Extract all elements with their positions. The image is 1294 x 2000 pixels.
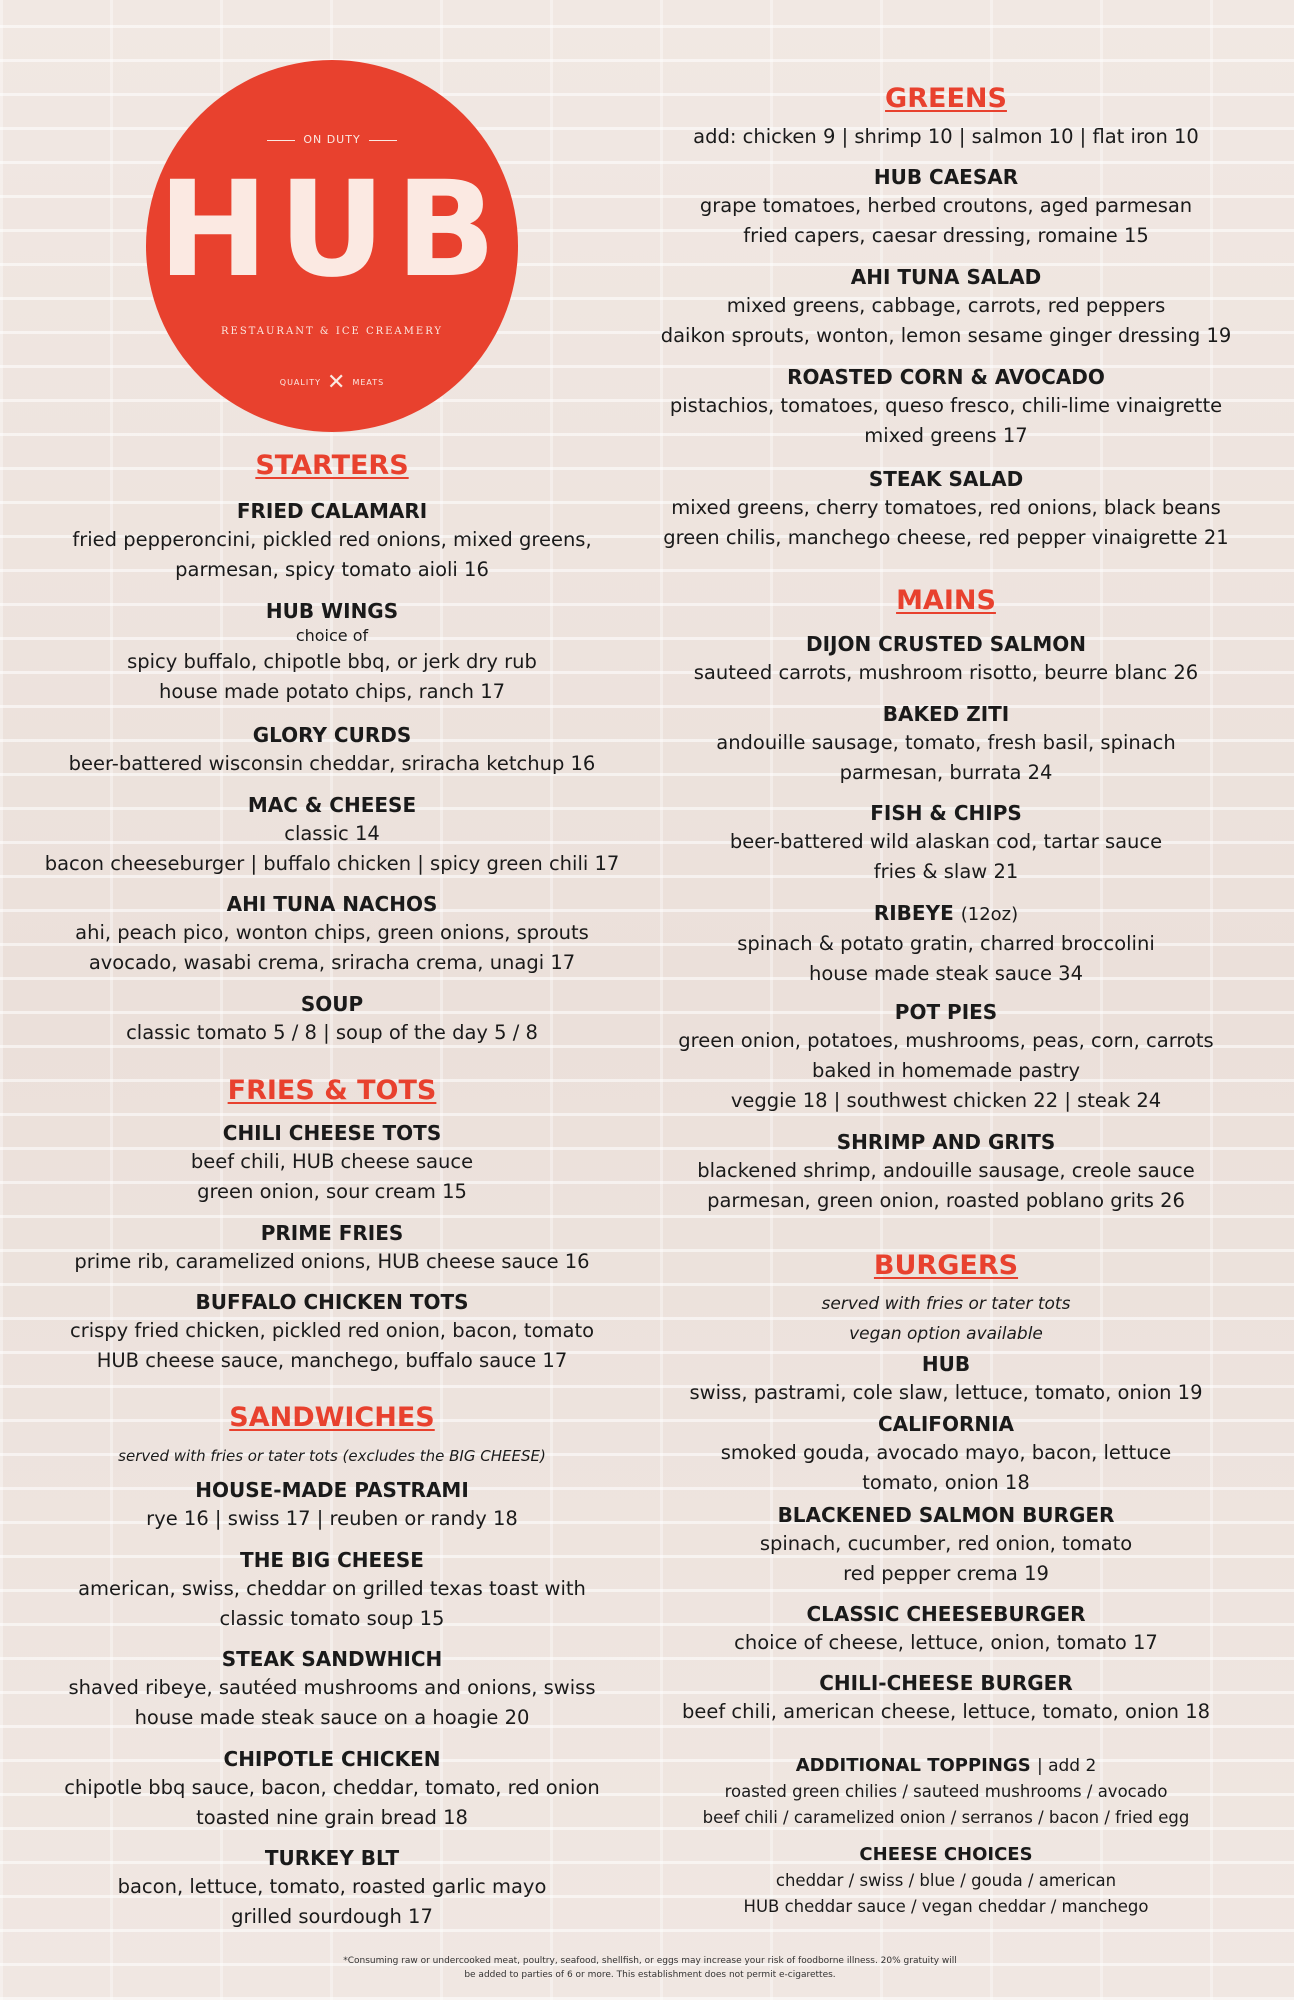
item-desc: beef chili, HUB cheese sauce: [190, 1150, 474, 1173]
item-desc: swiss, pastrami, cole slaw, lettuce, tomato, onion 19: [689, 1381, 1203, 1404]
item-desc: fried capers, caesar dressing, romaine 15: [743, 224, 1149, 247]
menu-item: [640, 263, 1252, 351]
item-desc: red pepper crema 19: [843, 1562, 1049, 1585]
section-note: served with fries or tater tots: [821, 1294, 1071, 1314]
menu-item: [640, 1600, 1252, 1658]
item-desc: blackened shrimp, andouille sausage, creole sauce: [697, 1159, 1195, 1182]
item-name: HOUSE-MADE PASTRAMI: [195, 1478, 469, 1502]
item-name: BUFFALO CHICKEN TOTS: [195, 1290, 469, 1314]
section-title-fries-tots: FRIES & TOTS: [227, 1075, 437, 1106]
item-name: POT PIES: [894, 1000, 998, 1024]
item-desc: parmesan, burrata 24: [839, 761, 1053, 784]
menu-item: [18, 1219, 646, 1277]
item-name: CLASSIC CHEESEBURGER: [806, 1602, 1086, 1626]
item-desc: shaved ribeye, sautéed mushrooms and onions, swiss: [68, 1676, 596, 1699]
item-name: CHIPOTLE CHICKEN: [223, 1747, 441, 1771]
item-desc: ahi, peach pico, wonton chips, green onions, sprouts: [75, 921, 589, 944]
item-desc: spicy buffalo, chipotle bbq, or jerk dry rub: [127, 650, 537, 673]
menu-item: [18, 1476, 646, 1534]
item-name: SHRIMP AND GRITS: [836, 1130, 1056, 1154]
menu-item: [18, 597, 646, 707]
item-name: STEAK SANDWHICH: [221, 1647, 443, 1671]
menu-item: [640, 1410, 1252, 1498]
item-desc: smoked gouda, avocado mayo, bacon, lettuce: [720, 1441, 1172, 1464]
item-name: CHILI CHEESE TOTS: [222, 1121, 442, 1145]
item-size: (12oz): [960, 904, 1019, 925]
item-name: HUB WINGS: [265, 599, 399, 623]
item-desc: bacon, lettuce, tomato, roasted garlic mayo: [117, 1875, 547, 1898]
item-desc: baked in homemade pastry: [812, 1059, 1080, 1082]
menu-item: [18, 497, 646, 585]
item-name: CALIFORNIA: [877, 1412, 1015, 1436]
menu-item: [640, 1350, 1252, 1408]
logo-meats: MEATS: [352, 378, 385, 387]
item-desc: choice of cheese, lettuce, onion, tomato 17: [734, 1631, 1158, 1654]
item-desc: tomato, onion 18: [862, 1471, 1030, 1494]
toppings-title-row: [640, 1753, 1252, 1779]
item-name: PRIME FRIES: [260, 1221, 404, 1245]
menu-item: [18, 1745, 646, 1833]
item-desc: veggie 18 | southwest chicken 22 | steak 24: [730, 1089, 1162, 1112]
item-name: TURKEY BLT: [264, 1846, 400, 1870]
item-desc: chipotle bbq sauce, bacon, cheddar, tomato, red onion: [64, 1776, 600, 1799]
toppings-block: [640, 1753, 1252, 1831]
item-name: CHILI-CHEESE BURGER: [819, 1671, 1073, 1695]
menu-item: [640, 799, 1252, 887]
item-desc: spinach, cucumber, red onion, tomato: [759, 1532, 1133, 1555]
menu-item: [18, 721, 646, 779]
menu-item: [18, 1119, 646, 1207]
item-desc: toasted nine grain bread 18: [196, 1806, 468, 1829]
item-desc: daikon sprouts, wonton, lemon sesame ginger dressing 19: [660, 324, 1232, 347]
item-name: FRIED CALAMARI: [236, 499, 428, 523]
item-desc: bacon cheeseburger | buffalo chicken | spicy green chili 17: [44, 852, 620, 875]
menu-item: [18, 791, 646, 879]
logo-quality: QUALITY: [279, 378, 321, 387]
item-desc: fries & slaw 21: [873, 860, 1019, 883]
item-name: DIJON CRUSTED SALMON: [805, 632, 1087, 656]
item-choice: choice of: [295, 626, 369, 645]
menu-item: [640, 630, 1252, 688]
item-desc: classic tomato 5 / 8 | soup of the day 5 / 8: [126, 1021, 538, 1044]
section-note: vegan option available: [849, 1324, 1043, 1344]
crossed-knives-icon: ✕: [327, 370, 347, 395]
item-name: BAKED ZITI: [882, 702, 1010, 726]
section-title-starters: STARTERS: [255, 450, 409, 481]
item-desc: grilled sourdough 17: [231, 1905, 433, 1928]
menu-item: [640, 899, 1252, 989]
item-desc: beer-battered wisconsin cheddar, sriracha ketchup 16: [68, 752, 596, 775]
toppings-list: roasted green chilies / sauteed mushrooms / avocado: [724, 1782, 1168, 1801]
item-desc: parmesan, spicy tomato aioli 16: [175, 558, 489, 581]
cheese-title: CHEESE CHOICES: [859, 1844, 1033, 1865]
item-desc: house made potato chips, ranch 17: [158, 680, 506, 703]
item-desc: andouille sausage, tomato, fresh basil, spinach: [716, 731, 1176, 754]
item-desc: avocado, wasabi crema, sriracha crema, unagi 17: [88, 951, 576, 974]
toppings-list: beef chili / caramelized onion / serranos / bacon / fried egg: [702, 1808, 1190, 1827]
menu-item: [18, 890, 646, 978]
menu-item: [640, 363, 1252, 451]
toppings-price: | add 2: [1036, 1756, 1097, 1776]
item-desc: HUB cheese sauce, manchego, buffalo sauce 17: [96, 1349, 568, 1372]
item-name: THE BIG CHEESE: [240, 1548, 424, 1572]
item-desc: grape tomatoes, herbed croutons, aged parmesan: [699, 194, 1193, 217]
logo-on-duty: ON DUTY: [146, 133, 518, 146]
logo-wordmark: HUB: [157, 153, 507, 307]
menu-item: [640, 1669, 1252, 1727]
greens-add-ons: add: chicken 9 | shrimp 10 | salmon 10 | flat iron 10: [693, 125, 1199, 148]
item-name: HUB: [921, 1352, 971, 1376]
item-desc: house made steak sauce 34: [809, 962, 1083, 985]
cheese-block: [640, 1842, 1252, 1920]
cheese-list: HUB cheddar sauce / vegan cheddar / manchego: [743, 1897, 1149, 1916]
item-desc: spinach & potato gratin, charred broccolini: [737, 932, 1155, 955]
item-name-row: [640, 899, 1252, 929]
disclaimer-line: be added to parties of 6 or more. This establishment does not permit e-cigarettes.: [464, 1970, 836, 1980]
item-name: ROASTED CORN & AVOCADO: [787, 365, 1105, 389]
item-desc: parmesan, green onion, roasted poblano grits 26: [707, 1189, 1185, 1212]
item-name: FISH & CHIPS: [870, 801, 1022, 825]
menu-item: [18, 1844, 646, 1932]
item-name: STEAK SALAD: [868, 467, 1024, 491]
item-name: GLORY CURDS: [252, 723, 412, 747]
section-title-greens: GREENS: [885, 83, 1007, 114]
item-desc: classic 14: [284, 822, 380, 845]
item-desc: mixed greens 17: [864, 424, 1028, 447]
item-name: AHI TUNA NACHOS: [226, 892, 438, 916]
item-desc: house made steak sauce on a hoagie 20: [134, 1706, 530, 1729]
item-desc: green onion, sour cream 15: [197, 1180, 467, 1203]
item-desc: beer-battered wild alaskan cod, tartar sauce: [729, 830, 1163, 853]
item-name: AHI TUNA SALAD: [850, 265, 1042, 289]
item-desc: crispy fried chicken, pickled red onion, bacon, tomato: [69, 1319, 595, 1342]
item-desc: american, swiss, cheddar on grilled texas toast with: [78, 1577, 586, 1600]
item-desc: fried pepperoncini, pickled red onions, mixed greens,: [72, 528, 592, 551]
item-desc: mixed greens, cabbage, carrots, red peppers: [726, 294, 1166, 317]
section-title-mains: MAINS: [896, 585, 996, 616]
item-desc: prime rib, caramelized onions, HUB cheese sauce 16: [74, 1250, 590, 1273]
section-note: served with fries or tater tots (excludes the BIG CHEESE): [118, 1447, 546, 1465]
left-column: [18, 0, 646, 2000]
item-desc: sauteed carrots, mushroom risotto, beurre blanc 26: [693, 661, 1199, 684]
disclaimer-line: *Consuming raw or undercooked meat, poultry, seafood, shellfish, or eggs may increase your risk of foodborne illness. 20% gratuity will: [343, 1956, 957, 1966]
item-name: RIBEYE: [873, 901, 954, 925]
cheese-list: cheddar / swiss / blue / gouda / american: [775, 1871, 1117, 1890]
item-name: HUB CAESAR: [873, 165, 1019, 189]
right-column: [640, 0, 1252, 2000]
item-desc: green chilis, manchego cheese, red pepper vinaigrette 21: [663, 526, 1229, 549]
logo-subtitle: RESTAURANT & ICE CREAMERY: [220, 326, 444, 337]
menu-item: [18, 1546, 646, 1634]
menu-item: [640, 465, 1252, 553]
item-desc: pistachios, tomatoes, queso fresco, chili-lime vinaigrette: [669, 394, 1223, 417]
menu-item: [640, 1128, 1252, 1216]
section-title-burgers: BURGERS: [873, 1250, 1019, 1281]
item-desc: classic tomato soup 15: [219, 1607, 445, 1630]
menu-item: [640, 163, 1252, 251]
menu-item: [18, 990, 646, 1048]
item-name: MAC & CHEESE: [247, 793, 417, 817]
item-desc: mixed greens, cherry tomatoes, red onions, black beans: [671, 496, 1221, 519]
item-desc: green onion, potatoes, mushrooms, peas, corn, carrots: [678, 1029, 1214, 1052]
menu-item: [640, 1501, 1252, 1589]
item-name: SOUP: [300, 992, 364, 1016]
menu-item: [18, 1288, 646, 1376]
disclaimer: [300, 1954, 1000, 1982]
menu-item: [18, 1645, 646, 1733]
section-title-sandwiches: SANDWICHES: [229, 1402, 435, 1433]
menu-item: [640, 700, 1252, 788]
menu-item: [640, 998, 1252, 1116]
toppings-title: ADDITIONAL TOPPINGS: [795, 1755, 1031, 1776]
item-name: BLACKENED SALMON BURGER: [777, 1503, 1115, 1527]
item-desc: beef chili, american cheese, lettuce, tomato, onion 18: [681, 1700, 1211, 1723]
item-desc: rye 16 | swiss 17 | reuben or randy 18: [146, 1507, 518, 1530]
